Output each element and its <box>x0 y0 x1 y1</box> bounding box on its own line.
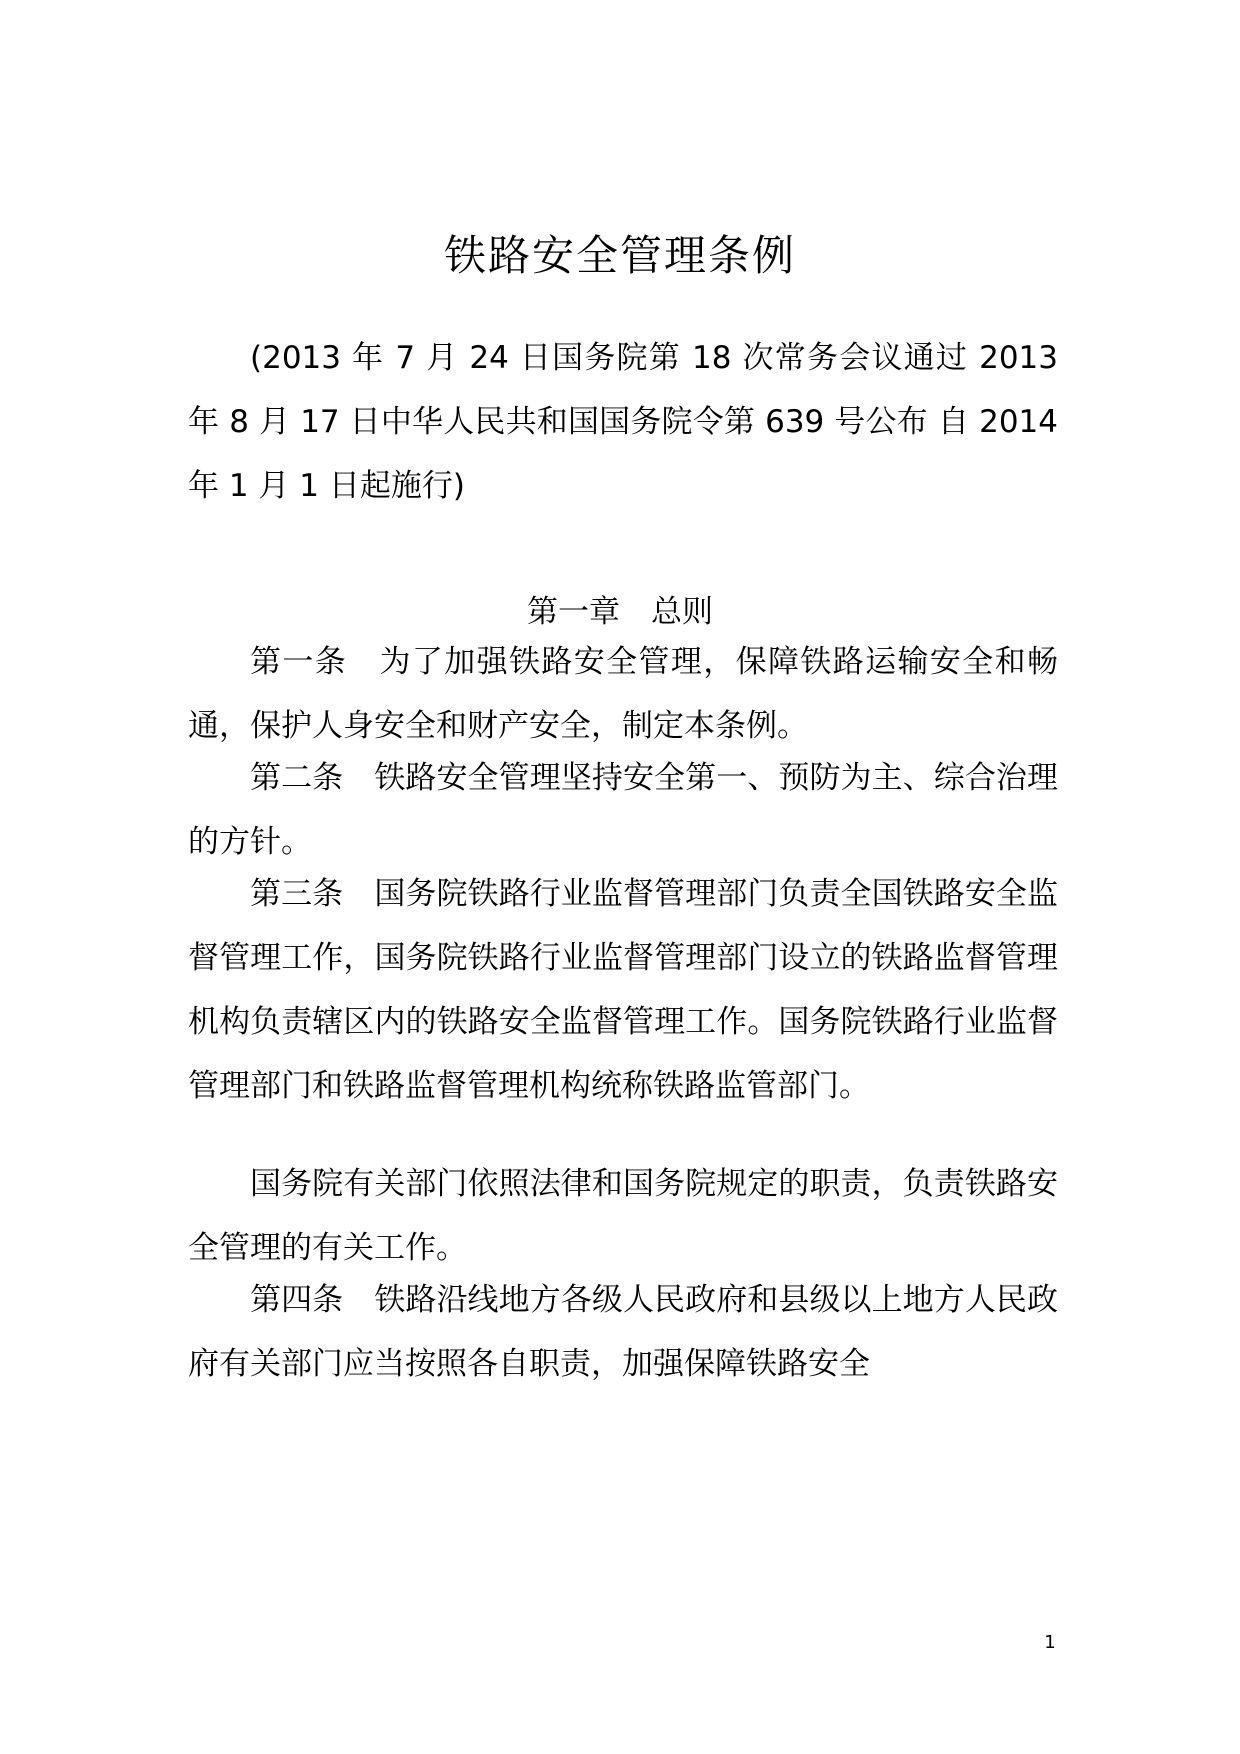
page-number: 1 <box>1044 1632 1056 1653</box>
article-4: 第四条 铁路沿线地方各级人民政府和县级以上地方人民政府有关部门应当按照各自职责，加强保障铁路安全 <box>188 1282 1058 1382</box>
chapter-heading: 第一章 总则 <box>527 594 713 630</box>
article-3: 第三条 国务院铁路行业监督管理部门负责全国铁路安全监督管理工作，国务院铁路行业监督管理部门设立的铁路监督管理机构负责辖区内的铁路安全监督管理工作。国务院铁路行业监督管理部门和铁路监督管理机构统称铁路监管部门。 <box>188 876 1058 1104</box>
document-title: 铁路安全管理条例 <box>443 231 796 280</box>
article-2: 第二条 铁路安全管理坚持安全第一、预防为主、综合治理的方针。 <box>188 760 1058 860</box>
article-3-paragraph-2: 国务院有关部门依照法律和国务院规定的职责，负责铁路安全管理的有关工作。 <box>188 1166 1058 1266</box>
preamble: (2013 年 7 月 24 日国务院第 18 次常务会议通过 2013 年 8 月 17 日中华人民共和国国务院令第 639 号公布 自 2014 年 1 月 1 日起施行) <box>188 340 1058 504</box>
article-1: 第一条 为了加强铁路安全管理，保障铁路运输安全和畅通，保护人身安全和财产安全，制定本条例。 <box>188 644 1058 744</box>
